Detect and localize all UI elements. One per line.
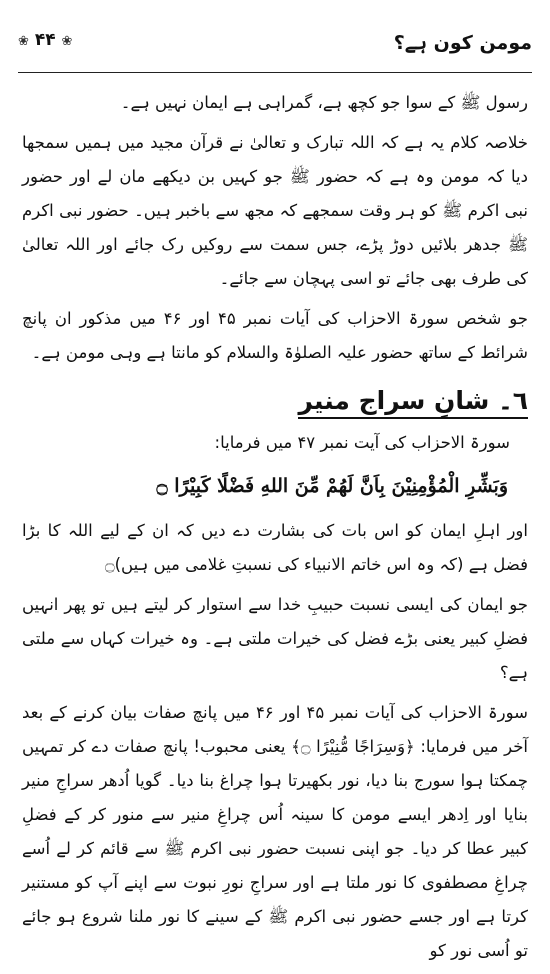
section-heading <box>22 380 528 422</box>
section-title: شانِ سراج منیر <box>298 386 490 415</box>
flower-ornament-icon: ❀ <box>61 34 73 49</box>
page-number: ۴۴ <box>34 30 56 50</box>
page-number-block <box>18 30 72 50</box>
paragraph: جو شخص سورۃ الاحزاب کی آیات نمبر ۴۵ اور ۴۶ میں مذکور ان پانچ شرائط کے ساتھ حضور علیہ الصلوٰۃ والسلام کو مانتا ہے وہی مومن ہے۔ <box>22 309 528 362</box>
running-title: مومن کون ہے؟ <box>393 32 532 54</box>
verse-translation: اور اہلِ ایمان کو اس بات کی بشارت دے دیں کہ ان کے لیے اللہ کا بڑا فضل ہے (کہ وہ اس خاتم الانبیاء کی نسبتِ غلامی میں ہیں)۝ <box>22 521 528 574</box>
section-intro: سورۃ الاحزاب کی آیت نمبر ۴۷ میں فرمایا: <box>214 433 510 452</box>
section-number: ٦۔ <box>498 386 528 415</box>
section-heading-text <box>298 386 528 419</box>
paragraph: رسول ﷺ کے سوا جو کچھ ہے، گمراہی ہے ایمان نہیں ہے۔ <box>120 93 528 112</box>
header-divider <box>18 72 532 73</box>
paragraph: جو ایمان کی ایسی نسبت حبیبِ خدا سے استوار کر لیتے ہیں تو پھر انہیں فضلِ کبیر یعنی بڑے فضل کی خیرات ملتی ہے۔ وہ خیرات کہاں سے ملتی ہے؟ <box>22 595 528 682</box>
quran-verse: وَبَشِّرِ الْمُؤْمِنِيْنَ بِاَنَّ لَهُمْ مِّنَ اللهِ فَضْلًا كَبِيْرًا ۝ <box>156 475 508 497</box>
paragraph: سورۃ الاحزاب کی آیات نمبر ۴۵ اور ۴۶ میں پانچ صفات بیان کرنے کے بعد آخر میں فرمایا: ﴿وَسِرَاجًا مُّنِيْرًا ۝﴾ یعنی محبوب! پانچ صفات دے کر تمہیں چمکتا ہوا سورج بنا دیا، نور بکھیرتا ہوا چراغ بنا دیا۔ گویا اُدھر سراجِ منیر بنایا اور اِدھر ایسے مومن کا سینہ اُس چراغِ منیر سے منور کر کے فضلِ کبیر عطا کر دیا۔ جو اپنی نسبت حضور نبی اکرم ﷺ سے قائم کر لے اُسے چراغِ مصطفوی کا نور ملتا ہے اور سراجِ نورِ نبوت سے اپنے آپ کو مستنیر کرتا ہے اور جسے حضور نبی اکرم ﷺ کے سینے کا نور ملنا شروع ہو جائے تو اُسی نور کو <box>22 703 528 960</box>
flower-ornament-icon: ❀ <box>18 34 29 49</box>
page-header <box>18 28 532 68</box>
paragraph: خلاصہ کلام یہ ہے کہ اللہ تبارک و تعالیٰ نے قرآن مجید میں ہمیں سمجھا دیا کہ مومن وہ ہے کہ حضور ﷺ جو کہیں بن دیکھے مان لے اور حضور نبی اکرم ﷺ کو ہر وقت سمجھے کہ مجھ سے باخبر ہیں۔ حضور نبی اکرم ﷺ جدھر بلائیں دوڑ پڑے، جس سمت سے روکیں رک جائے اور اللہ تعالیٰ کی طرف بھی جائے تو اسی پہچان سے جائے۔ <box>22 133 528 288</box>
page-body <box>22 86 528 974</box>
